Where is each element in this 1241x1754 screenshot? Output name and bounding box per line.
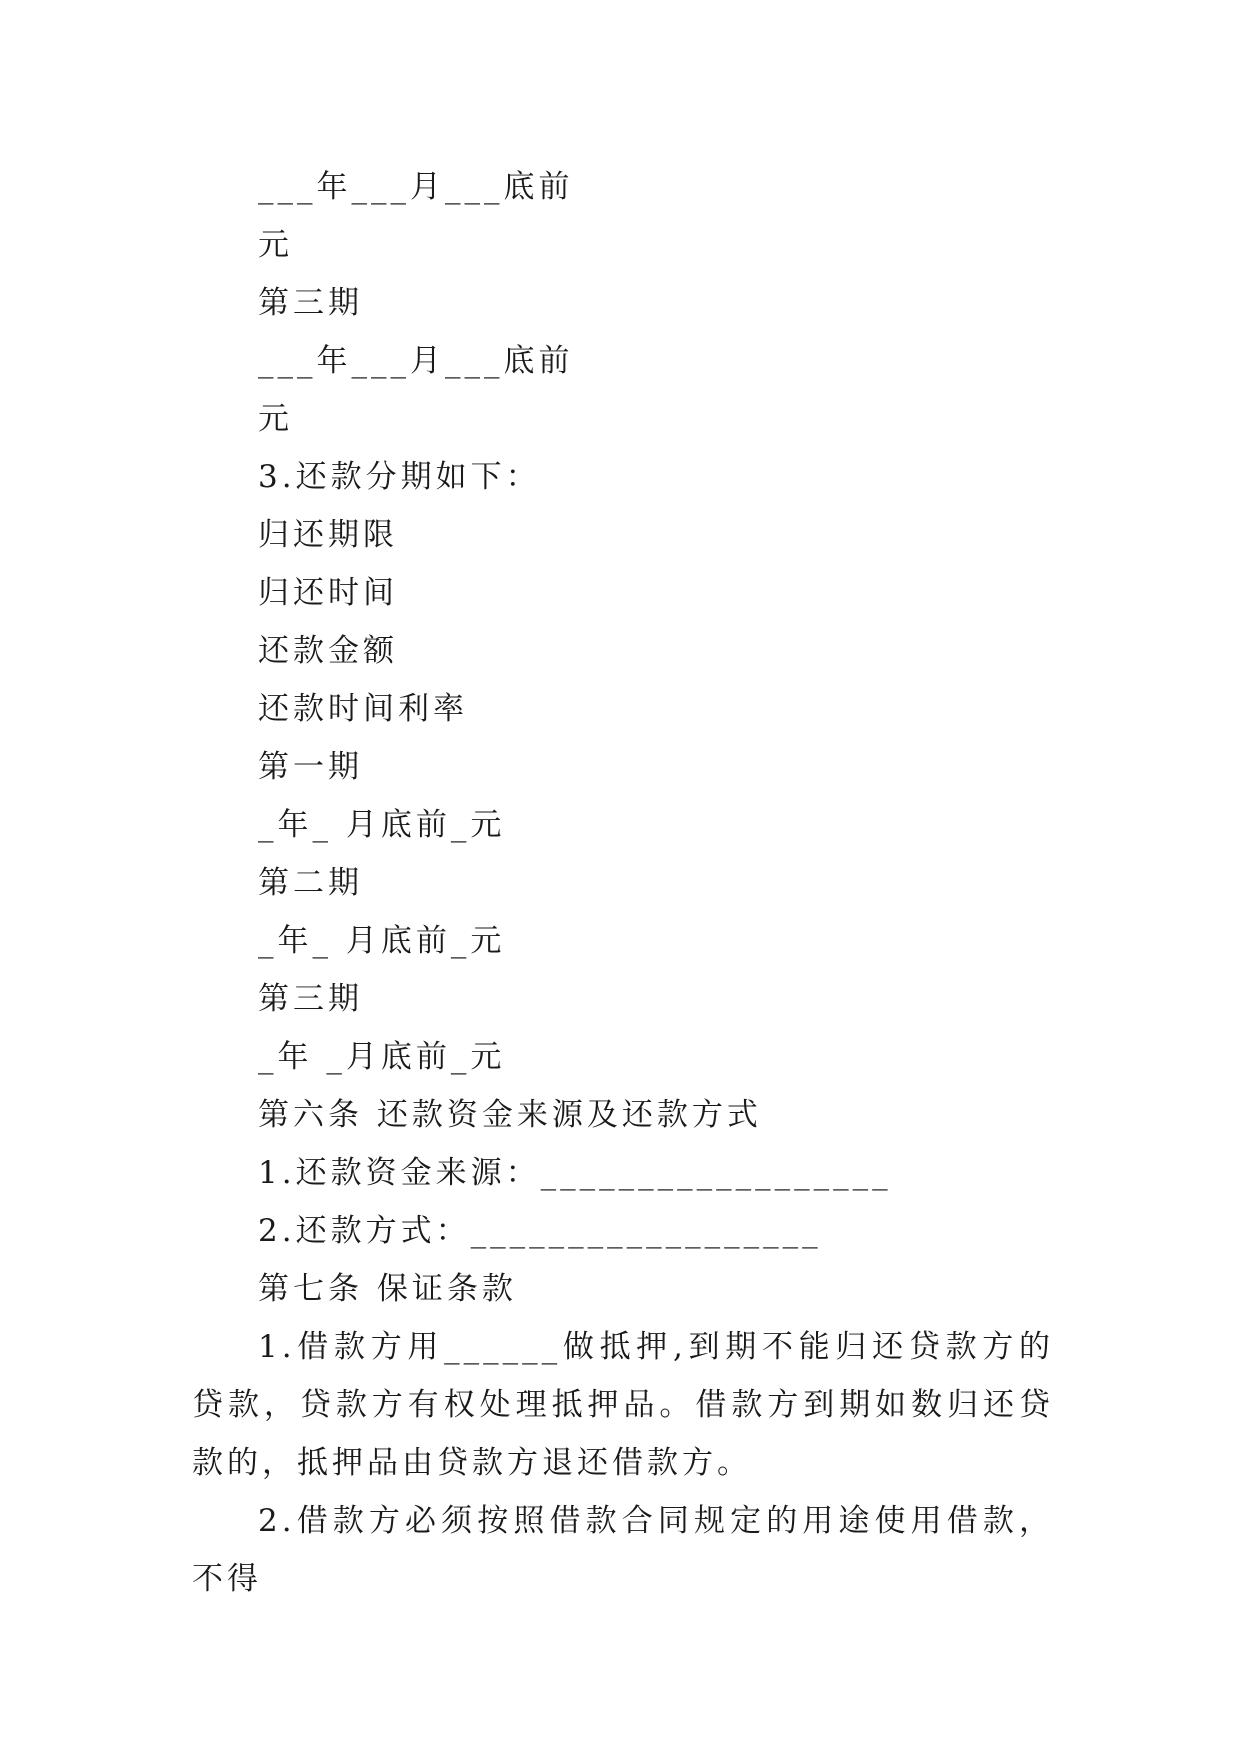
text-line: 还款时间利率 (258, 691, 468, 727)
text-line: ___年___月___底前 (258, 343, 574, 379)
text-line: 第二期 (258, 865, 363, 901)
paragraph: 2.借款方必须按照借款合同规定的用途使用借款，不得 (192, 1503, 1054, 1597)
text-line: 第一期 (258, 749, 363, 785)
text-line: 元 (258, 227, 293, 263)
section-heading: 第六条 还款资金来源及还款方式 (258, 1097, 762, 1133)
text-line: ___年___月___底前 (258, 169, 574, 205)
text-line: 1.还款资金来源：__________________ (258, 1155, 892, 1191)
text-line: _年_ 月底前_元 (258, 807, 506, 843)
text-line: _年 _月底前_元 (258, 1039, 506, 1075)
paragraph: 1.借款方用______做抵押,到期不能归还贷款方的贷款，贷款方有权处理抵押品。借款方到期如数归还贷款的，抵押品由贷款方退还借款方。 (192, 1329, 1054, 1481)
text-line: 还款金额 (258, 633, 398, 669)
text-line: 第三期 (258, 285, 363, 321)
text-line: 归还期限 (258, 517, 398, 553)
section-heading: 第七条 保证条款 (258, 1271, 517, 1307)
text-line: 3.还款分期如下： (258, 459, 541, 495)
text-line: 2.还款方式：__________________ (258, 1213, 822, 1249)
text-line: 第三期 (258, 981, 363, 1017)
text-line: _年_ 月底前_元 (258, 923, 506, 959)
text-line: 归还时间 (258, 575, 398, 611)
text-line: 元 (258, 401, 293, 437)
